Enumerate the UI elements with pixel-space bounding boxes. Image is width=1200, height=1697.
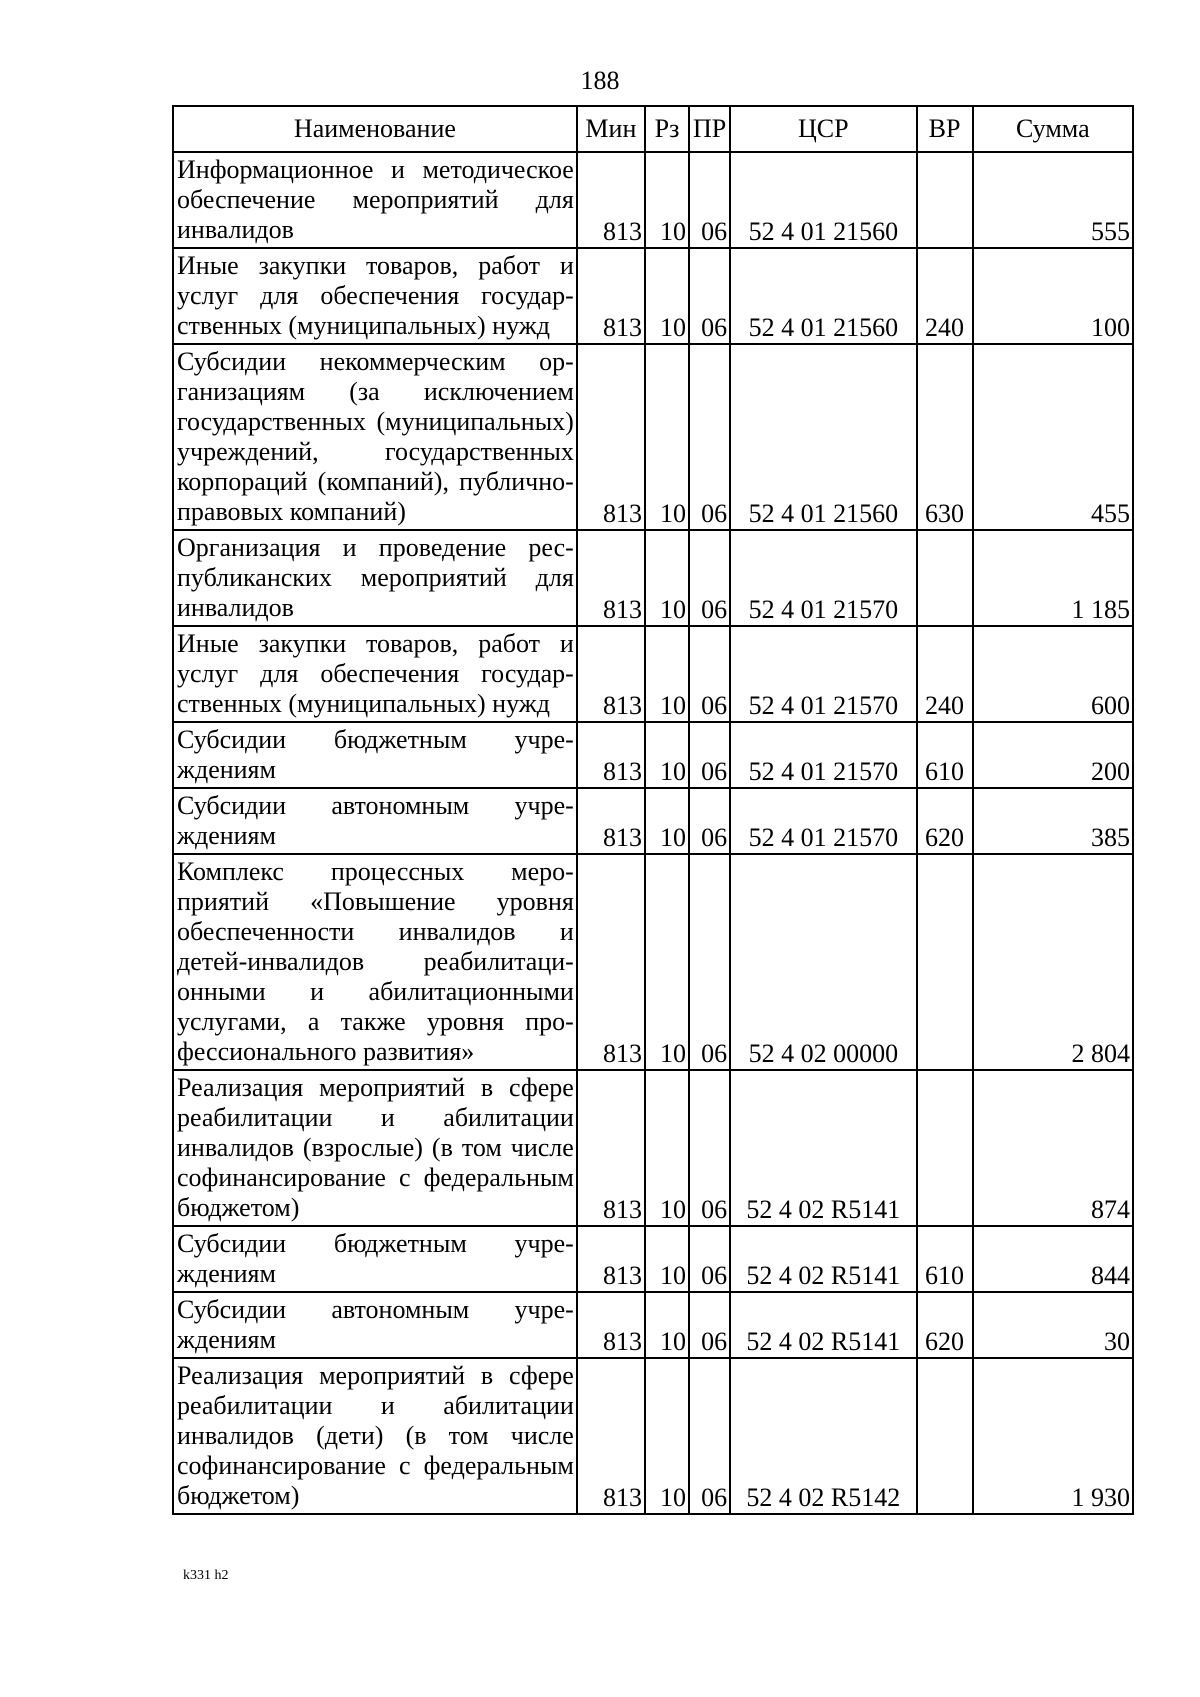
cell-name: Субсидии бюджетным учреждениям	[173, 1226, 577, 1292]
cell-min: 813	[577, 1292, 645, 1358]
cell-pr: 06	[689, 1070, 730, 1226]
cell-csr: 52 4 01 21570	[730, 788, 916, 854]
cell-rz: 10	[645, 854, 689, 1070]
cell-name: Субсидии автономным учреждениям	[173, 788, 577, 854]
cell-name: Субсидии автономным учреждениям	[173, 1292, 577, 1358]
cell-sum: 1 185	[973, 530, 1133, 626]
cell-min: 813	[577, 788, 645, 854]
cell-min: 813	[577, 626, 645, 722]
cell-pr: 06	[689, 344, 730, 530]
table-row	[173, 1070, 1133, 1226]
cell-csr: 52 4 02 R5141	[730, 1226, 916, 1292]
header-vr: ВР	[917, 106, 973, 152]
cell-name: Информационное и методическое обеспечение мероприятий для инвалидов	[173, 152, 577, 248]
cell-name: Иные закупки товаров, работ и услуг для обеспечения государственных (муниципальных) нужд	[173, 248, 577, 344]
header-pr: ПР	[689, 106, 730, 152]
cell-pr: 06	[689, 248, 730, 344]
cell-min: 813	[577, 248, 645, 344]
cell-csr: 52 4 02 R5142	[730, 1358, 916, 1514]
cell-sum: 455	[973, 344, 1133, 530]
cell-vr: 620	[917, 1292, 973, 1358]
cell-min: 813	[577, 854, 645, 1070]
cell-sum: 385	[973, 788, 1133, 854]
cell-sum: 1 930	[973, 1358, 1133, 1514]
header-sum: Сумма	[973, 106, 1133, 152]
cell-pr: 06	[689, 788, 730, 854]
cell-vr: 240	[917, 626, 973, 722]
cell-csr: 52 4 02 R5141	[730, 1292, 916, 1358]
cell-name: Субсидии бюджетным учреждениям	[173, 722, 577, 788]
cell-rz: 10	[645, 1358, 689, 1514]
cell-rz: 10	[645, 1292, 689, 1358]
cell-name: Реализация мероприятий в сфере реабилитации и абилитации инвалидов (дети) (в том числе софинансирование с федеральным бюджетом)	[173, 1358, 577, 1514]
cell-vr: 610	[917, 1226, 973, 1292]
cell-vr	[917, 152, 973, 248]
cell-pr: 06	[689, 626, 730, 722]
table-row	[173, 530, 1133, 626]
cell-vr	[917, 1070, 973, 1226]
cell-vr	[917, 530, 973, 626]
cell-rz: 10	[645, 248, 689, 344]
cell-pr: 06	[689, 530, 730, 626]
budget-table	[172, 105, 1134, 1515]
cell-min: 813	[577, 530, 645, 626]
cell-rz: 10	[645, 626, 689, 722]
cell-min: 813	[577, 152, 645, 248]
table-header-row	[173, 106, 1133, 152]
cell-min: 813	[577, 1226, 645, 1292]
cell-rz: 10	[645, 722, 689, 788]
cell-csr: 52 4 02 00000	[730, 854, 916, 1070]
cell-min: 813	[577, 722, 645, 788]
table-row	[173, 1358, 1133, 1514]
table-row	[173, 722, 1133, 788]
cell-name: Реализация мероприятий в сфере реабилитации и абилитации инвалидов (взрослые) (в том числе софинансирование с федеральным бюджетом)	[173, 1070, 577, 1226]
cell-min: 813	[577, 1358, 645, 1514]
cell-sum: 555	[973, 152, 1133, 248]
table-row	[173, 248, 1133, 344]
cell-csr: 52 4 01 21560	[730, 152, 916, 248]
cell-rz: 10	[645, 788, 689, 854]
cell-name: Организация и проведение республиканских мероприятий для инвалидов	[173, 530, 577, 626]
cell-pr: 06	[689, 1226, 730, 1292]
table-row	[173, 854, 1133, 1070]
cell-sum: 2 804	[973, 854, 1133, 1070]
cell-csr: 52 4 01 21560	[730, 248, 916, 344]
table-row	[173, 626, 1133, 722]
table-row	[173, 1292, 1133, 1358]
cell-csr: 52 4 01 21570	[730, 626, 916, 722]
cell-vr: 610	[917, 722, 973, 788]
cell-sum: 100	[973, 248, 1133, 344]
table-row	[173, 344, 1133, 530]
footer-code: k331 h2	[183, 1568, 229, 1583]
cell-rz: 10	[645, 530, 689, 626]
cell-csr: 52 4 02 R5141	[730, 1070, 916, 1226]
cell-pr: 06	[689, 854, 730, 1070]
cell-pr: 06	[689, 1358, 730, 1514]
table-row	[173, 1226, 1133, 1292]
cell-name: Комплекс процессных мероприятий «Повышение уровня обеспеченности инвалидов и детей-инвалидов реабилитационными и абилитационными услугами, а также уровня профессионального развития»	[173, 854, 577, 1070]
cell-vr: 630	[917, 344, 973, 530]
cell-csr: 52 4 01 21570	[730, 722, 916, 788]
cell-pr: 06	[689, 722, 730, 788]
cell-sum: 844	[973, 1226, 1133, 1292]
table-body	[173, 152, 1133, 1514]
cell-sum: 30	[973, 1292, 1133, 1358]
table-row	[173, 788, 1133, 854]
cell-csr: 52 4 01 21560	[730, 344, 916, 530]
header-min: Мин	[577, 106, 645, 152]
cell-rz: 10	[645, 1226, 689, 1292]
cell-sum: 200	[973, 722, 1133, 788]
cell-pr: 06	[689, 1292, 730, 1358]
cell-vr: 240	[917, 248, 973, 344]
cell-csr: 52 4 01 21570	[730, 530, 916, 626]
header-rz: Рз	[645, 106, 689, 152]
cell-name: Иные закупки товаров, работ и услуг для обеспечения государственных (муниципальных) нужд	[173, 626, 577, 722]
cell-rz: 10	[645, 1070, 689, 1226]
table-row	[173, 152, 1133, 248]
header-csr: ЦСР	[730, 106, 916, 152]
header-name: Наименование	[173, 106, 577, 152]
cell-vr	[917, 854, 973, 1070]
cell-min: 813	[577, 344, 645, 530]
cell-sum: 600	[973, 626, 1133, 722]
cell-rz: 10	[645, 152, 689, 248]
cell-vr	[917, 1358, 973, 1514]
cell-name: Субсидии некоммерческим организациям (за исключением государственных (муниципальных) учреждений, государственных корпораций (компаний), публично-правовых компаний)	[173, 344, 577, 530]
cell-rz: 10	[645, 344, 689, 530]
page-number: 188	[580, 66, 620, 95]
cell-pr: 06	[689, 152, 730, 248]
cell-vr: 620	[917, 788, 973, 854]
cell-min: 813	[577, 1070, 645, 1226]
cell-sum: 874	[973, 1070, 1133, 1226]
